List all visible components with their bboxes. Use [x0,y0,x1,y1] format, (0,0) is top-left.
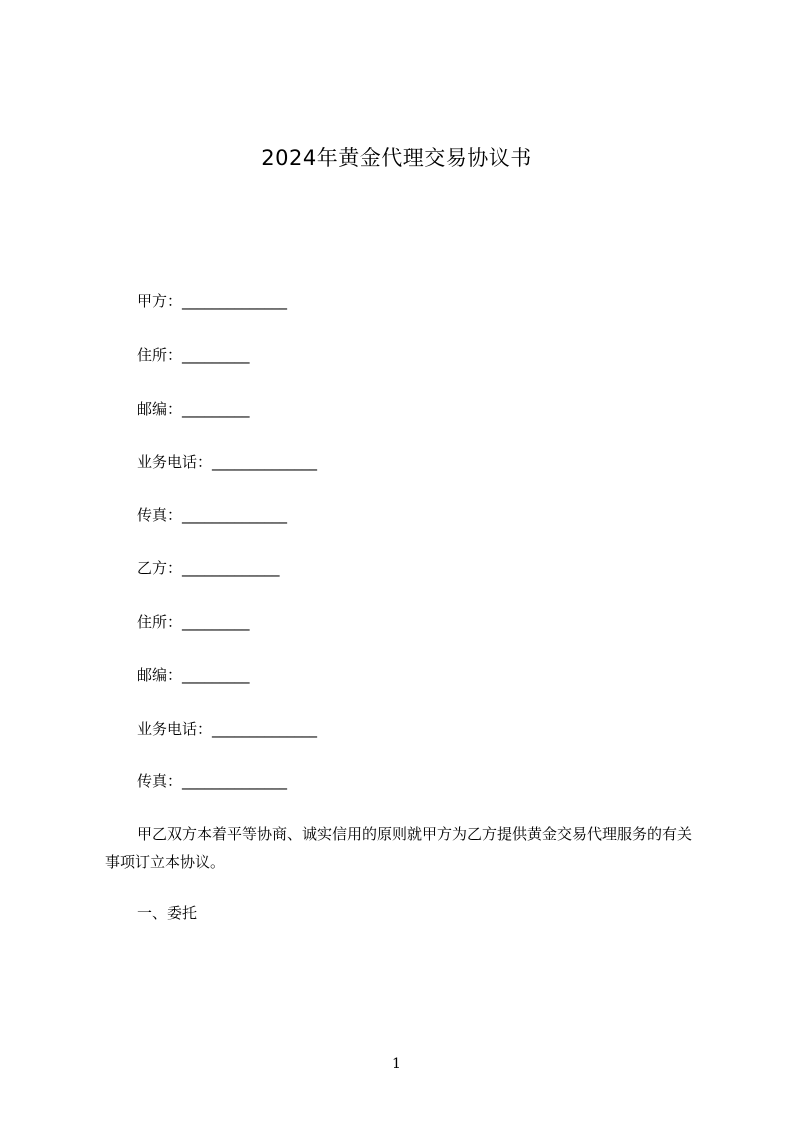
party-a-phone-field [137,452,317,472]
field-label: 住所： [137,346,183,364]
intro-paragraph: 甲乙双方本着平等协商、诚实信用的原则就甲方为乙方提供黄金交易代理服务的有关事项订立本协议。 [105,825,693,871]
party-b-address-field [137,612,250,632]
field-blank: _________ [182,400,250,418]
field-label: 邮编： [137,666,183,684]
party-a-postcode-field [137,399,250,419]
field-blank: ______________ [212,453,318,471]
party-b-postcode-field [137,665,250,685]
page-number: 1 [392,1056,401,1072]
party-b-field [137,558,280,578]
field-blank: _________ [182,346,250,364]
party-b-phone-field [137,719,317,739]
party-b-fax-field [137,771,287,791]
section-heading: 一、委托 [137,904,198,922]
field-blank: _________ [182,666,250,684]
party-a-address-field [137,345,250,365]
field-blank: _________ [182,613,250,631]
party-a-fax-field [137,505,287,525]
field-blank: ______________ [212,720,318,738]
field-label: 甲方： [137,292,183,310]
field-blank: ______________ [182,772,288,790]
field-label: 传真： [137,772,183,790]
field-label: 住所： [137,613,183,631]
field-blank: _____________ [182,559,280,577]
field-label: 业务电话： [137,720,213,738]
document-title: 2024年黄金代理交易协议书 [261,146,532,170]
field-label: 传真： [137,506,183,524]
field-blank: ______________ [182,506,288,524]
field-label: 邮编： [137,400,183,418]
field-label: 业务电话： [137,453,213,471]
field-blank: ______________ [182,292,288,310]
party-a-field [137,291,287,311]
field-label: 乙方： [137,559,183,577]
